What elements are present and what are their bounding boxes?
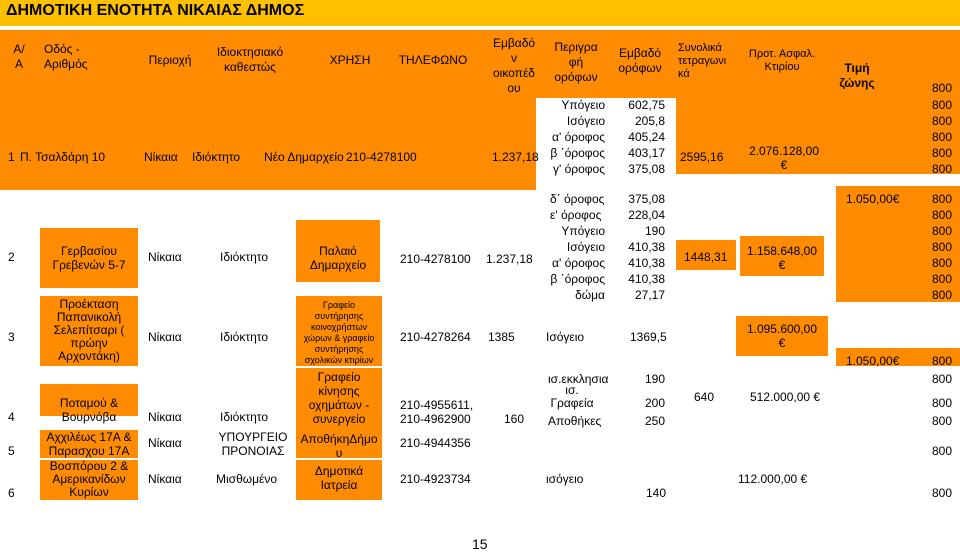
page-title: ΔΗΜΟΤΙΚΗ ΕΝΟΤΗΤΑ ΝΙΚΑΙΑΣ ΔΗΜΟΣ [6,2,305,19]
floor-area: 250 [644,414,665,428]
floor-area: 190 [644,224,665,238]
row5-aa: 5 [8,444,15,458]
floor-zone: 800 [931,114,952,128]
floor-desc: Ισόγειο [566,240,605,254]
floor-desc: Υπόγειο [561,98,605,112]
floor-area: 405,24 [628,130,665,144]
row2-street: Γερβασίου Γρεβενών 5-7 [52,244,126,272]
row4-phone: 210-4955611, 210-4962900 [400,398,474,426]
floor-desc: ισ.εκκλησια [548,372,609,386]
floor-zone: 800 [931,272,952,286]
row6-ownership: Μισθωμένο [216,472,278,486]
floor-zone: 800 [931,372,952,386]
zone-top: 800 [931,81,952,95]
floor-desc: δ΄ όροφος [550,192,605,206]
row4-ownership: Ιδιόκτητο [220,410,269,424]
row2-area: Νίκαια [148,250,182,264]
page-number: 15 [472,536,488,552]
row6-phone: 210-4923734 [400,472,471,486]
row4-aa: 4 [8,410,15,424]
row3-floor-desc: Ισόγειο [546,330,585,344]
floor-desc: β ΄όροφος [550,146,605,160]
row1-area: Νίκαια [144,150,178,164]
row1-bg-left [0,98,536,190]
row5-zone: 800 [931,444,952,458]
floor-zone: 800 [931,224,952,238]
floor-area: 403,17 [628,146,665,160]
row1-plot: 1.237,18 [492,150,539,164]
row5-ownership: ΥΠΟΥΡΓΕΙΟ ΠΡΟΝΟΙΑΣ [218,430,288,458]
header-insurance: Προτ. Ασφαλ. Κτιρίου [748,48,816,73]
header-use: ΧΡΗΣΗ [329,53,371,67]
floor-desc: ε' όροφος [550,208,602,222]
header-plot-area: Εμβαδό ν οικοπέδ ου [492,36,536,95]
row6-use: Δημοτικά Ιατρεία [314,464,364,492]
floor-zone: 800 [931,414,952,428]
row2-total: 1448,31 [684,250,728,264]
row6-street: Βοσπόρου 2 & Αμερικανίδων Κυρίων [49,459,129,499]
row1-use: Νέο Δημαρχείο [264,150,344,164]
row5-use: ΑποθήκηΔήμο υ [300,432,378,460]
row2-aa: 2 [8,250,15,264]
row1-aa: 1 [8,150,15,164]
row3-extra-amount: 1.050,00€ [846,354,900,368]
row2-plot: 1.237,18 [486,252,533,266]
header-floor-desc: Περιγρα φή ορόφων [554,40,598,84]
row3-area: Νίκαια [148,330,182,344]
row6-floor-desc: ισόγειο [546,472,584,486]
row1-street: Π. Τσαλδάρη 10 [20,150,106,164]
floor-area: 375,08 [628,162,665,176]
row2-use: Παλαιό Δημαρχείο [309,244,367,272]
row3-floor-area: 1369,5 [630,330,667,344]
row1-phone: 210-4278100 [346,150,417,164]
floor-zone: 800 [931,208,952,222]
header-floor-area: Εμβαδό ορόφων [618,46,662,75]
row1-ownership: Ιδιόκτητο [192,150,241,164]
row4-street: Ποταμού & Βουρνόβα [59,396,119,424]
floor-zone: 800 [931,130,952,144]
floor-zone: 800 [931,396,952,410]
row6-floor-area: 140 [646,486,667,500]
row2-insurance: 1.158.648,00 € [746,244,818,272]
header-area: Περιοχή [148,53,192,67]
floor-area: 205,8 [634,114,665,128]
floor-area: 602,75 [628,98,665,112]
floor-desc: Ισόγειο [566,114,605,128]
row6-area: Νίκαια [148,472,182,486]
row6-insurance: 112.000,00 € [738,472,808,486]
floor-zone: 800 [931,256,952,270]
row2-extra-amount: 1.050,00€ [846,192,900,206]
row4-use: Γραφείο κίνησης οχημάτων - συνεργείο [308,370,370,426]
floor-desc: Αποθήκες [548,414,602,428]
row5-street: Αχχιλέως 17Α & Παρασχου 17Α [46,430,132,458]
floor-desc: Υπόγειο [561,224,605,238]
floor-desc: ισ. Γραφεία [550,383,594,410]
floor-area: 410,38 [628,240,665,254]
floor-zone: 800 [931,98,952,112]
floor-area: 200 [644,396,665,410]
row1-insurance: 2.076.128,00 € [748,144,820,172]
header-phone: ΤΗΛΕΦΩΝΟ [398,53,468,67]
row3-street: Προέκταση Παπανικολή Σελεπίτσαρι ( πρώην Αρχοντάκη) [53,297,125,363]
floor-area: 27,17 [634,288,665,302]
floor-desc: α' όροφος [552,130,605,144]
row2-phone: 210-4278100 [400,252,471,266]
floor-desc: β ΄όροφος [550,272,605,286]
row4-area: Νίκαια [148,410,182,424]
row3-zone: 800 [931,354,952,368]
row3-ownership: Ιδιόκτητο [220,330,269,344]
row6-aa: 6 [8,486,15,500]
floor-area: 190 [644,372,665,386]
row3-aa: 3 [8,330,15,344]
header-zone-price: Τιμή ζώνης [839,61,875,90]
floor-area: 228,04 [628,208,665,222]
header-ownership: Ιδιοκτησιακό καθεστώς [216,45,284,74]
row3-use: Γραφείο συντήρησης κοινοχρήστων χώρων & γραφείο συντήρησης σχολικών κτιρίων [303,300,375,365]
floor-area: 410,38 [628,256,665,270]
row6-zone: 800 [931,486,952,500]
row5-area: Νίκαια [148,436,182,450]
header-aa: Α/ Α [13,42,25,71]
floor-desc: γ' όροφος [552,162,605,176]
floor-desc: α' όροφος [552,256,605,270]
floor-zone: 800 [931,240,952,254]
row4-plot: 160 [504,412,525,426]
floor-zone: 800 [931,162,952,176]
row3-plot: 1385 [488,330,515,344]
row1-total: 2595,16 [680,150,724,164]
floor-desc: δώμα [575,288,605,302]
header-total-sqm: Συνολικά τετραγωνι κά [678,42,727,80]
floor-zone: 800 [931,192,952,206]
row5-phone: 210-4944356 [400,436,471,450]
floor-area: 375,08 [628,192,665,206]
row2-ownership: Ιδιόκτητο [220,250,269,264]
row3-phone: 210-4278264 [400,330,471,344]
row3-insurance: 1.095.600,00 € [746,322,818,350]
floor-area: 410,38 [628,272,665,286]
row4-total: 640 [694,390,715,404]
row4-insurance: 512.000,00 € [750,390,821,404]
floor-zone: 800 [931,288,952,302]
header-street: Οδός - Αριθμός [44,42,88,71]
floor-zone: 800 [931,146,952,160]
